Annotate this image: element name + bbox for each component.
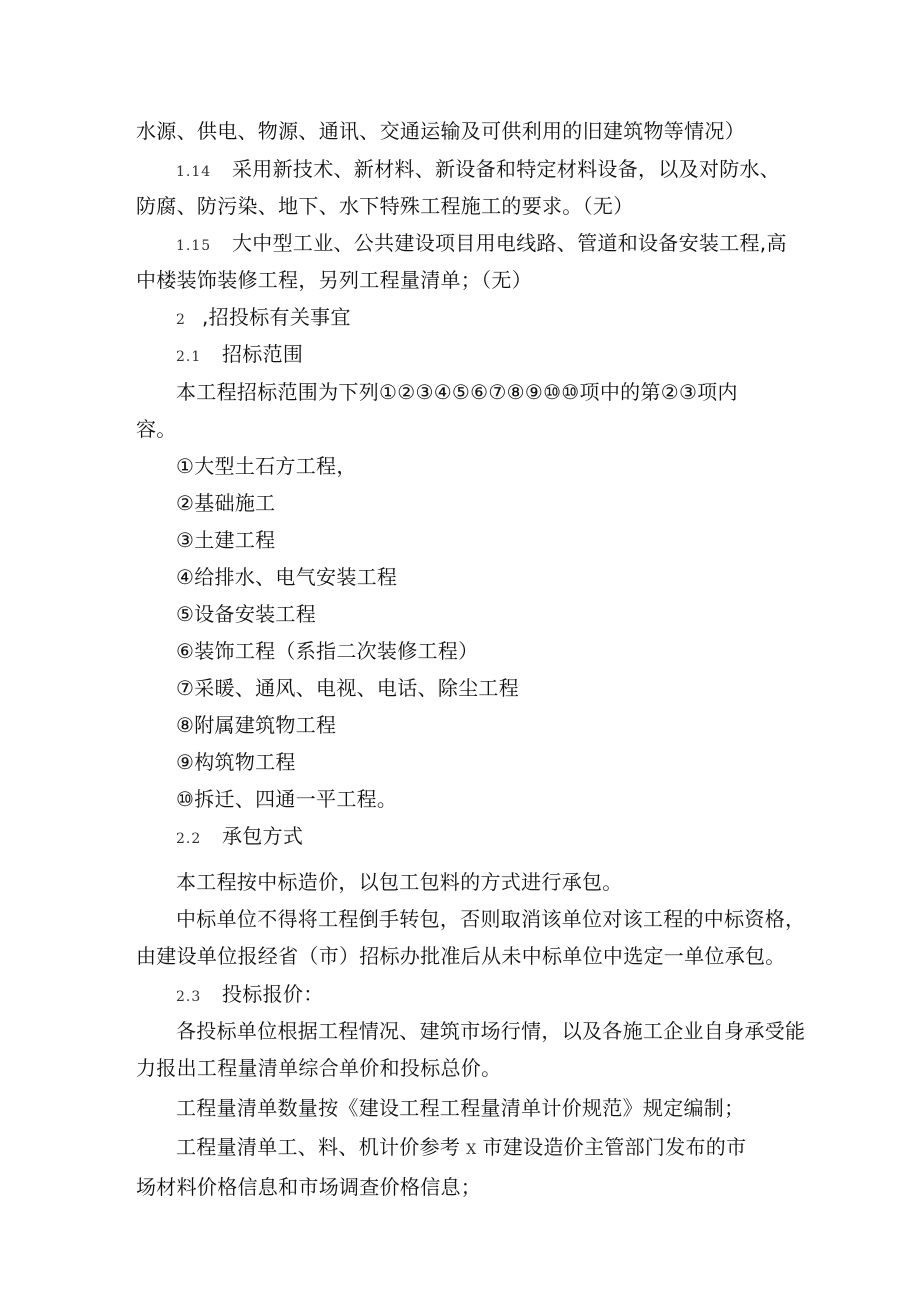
clause-title: 承包方式 (222, 824, 304, 848)
clause-2-1 (176, 341, 303, 370)
clause-2-3 (176, 981, 324, 1010)
list-item (176, 601, 316, 627)
text-line (176, 1095, 744, 1121)
list-item-text: ③土建工程 (176, 528, 276, 552)
line-text: 场材料价格信息和市场调查价格信息； (136, 1175, 482, 1199)
text-line (176, 869, 623, 895)
list-item (176, 675, 519, 701)
list-item-text: ⑧附属建筑物工程 (176, 713, 337, 737)
text-line (176, 379, 738, 405)
line-text: 工程量清单工、料、机计价参考 (176, 1135, 461, 1159)
list-item (176, 638, 478, 664)
line-text: 容。 (136, 417, 177, 441)
line-text: 本工程招标范围为下列①②③④⑤⑥⑦⑧⑨⑩⑩项中的第②③项内 (176, 380, 738, 404)
list-item (176, 453, 357, 479)
clause-number: 2.1 (176, 349, 202, 365)
line-text: 中楼装饰装修工程，另列工程量清单；（无） (136, 268, 532, 292)
line-text: 中标单位不得将工程倒手转包，否则取消该单位对该工程的中标资格， (176, 907, 806, 931)
line-text: 各投标单位根据工程情况、建筑市场行情，以及各施工企业自身承受能 (176, 1019, 806, 1043)
list-item-text: ⑨构筑物工程 (176, 750, 296, 774)
list-item-text: ⑤设备安装工程 (176, 602, 317, 626)
line-text: 水源、供电、物源、通讯、交通运输及可供利用的旧建筑物等情况） (136, 119, 745, 143)
clause-title: 招标范围 (222, 342, 304, 366)
text-line (136, 943, 786, 969)
line-text: 市建设造价主管部门发布的市 (482, 1135, 747, 1159)
clause-2-2 (176, 823, 303, 852)
clause-number: 1.15 (176, 238, 212, 254)
list-item-text: ⑦采暖、通风、电视、电话、除尘工程 (176, 676, 520, 700)
section-title: ,招投标有关事宜 (202, 305, 351, 329)
line-text: 由建设单位报经省（市）招标办批准后从未中标单位中选定一单位承包。 (136, 944, 786, 968)
line-text: 本工程按中标造价，以包工包料的方式进行承包。 (176, 870, 623, 894)
list-item-text: ⑩拆迁、四通一平工程。 (176, 787, 398, 811)
list-item-text: ①大型土石方工程， (176, 454, 357, 478)
list-item (176, 786, 397, 812)
list-item (176, 749, 296, 775)
line-text: 力报出工程量清单综合单价和投标总价。 (136, 1056, 502, 1080)
text-line (176, 1018, 805, 1044)
clause-1-14 (176, 156, 780, 185)
placeholder-x: X (466, 1142, 477, 1158)
list-item-text: ②基础施工 (176, 491, 276, 515)
clause-1-15 (176, 230, 787, 259)
clause-number: 2.3 (176, 989, 202, 1005)
list-item (176, 712, 336, 738)
text-line (176, 1134, 746, 1163)
text-line (136, 193, 634, 219)
list-item (176, 490, 275, 516)
list-item-text: ⑥装饰工程（系指二次装修工程） (176, 639, 479, 663)
line-text: 大中型工业、公共建设项目用电线路、管道和设备安装工程,高 (232, 231, 787, 255)
line-text: 工程量清单数量按《建设工程工程量清单计价规范》规定编制； (176, 1096, 745, 1120)
list-item (176, 564, 397, 590)
list-item-text: ④给排水、电气安装工程 (176, 565, 398, 589)
clause-title: 投标报价： (222, 982, 324, 1006)
section-2-heading (176, 304, 351, 333)
clause-number: 2.2 (176, 831, 202, 847)
clause-number: 1.14 (176, 164, 212, 180)
section-number: 2 (176, 312, 186, 328)
list-item (176, 527, 275, 553)
line-text: 采用新技术、新材料、新设备和特定材料设备，以及对防水、 (232, 157, 781, 181)
text-line (136, 118, 745, 144)
text-line (136, 267, 532, 293)
text-line (136, 1174, 481, 1200)
text-line (136, 416, 177, 442)
line-text: 防腐、防污染、地下、水下特殊工程施工的要求。（无） (136, 194, 634, 218)
text-line (176, 906, 805, 932)
text-line (136, 1055, 501, 1081)
